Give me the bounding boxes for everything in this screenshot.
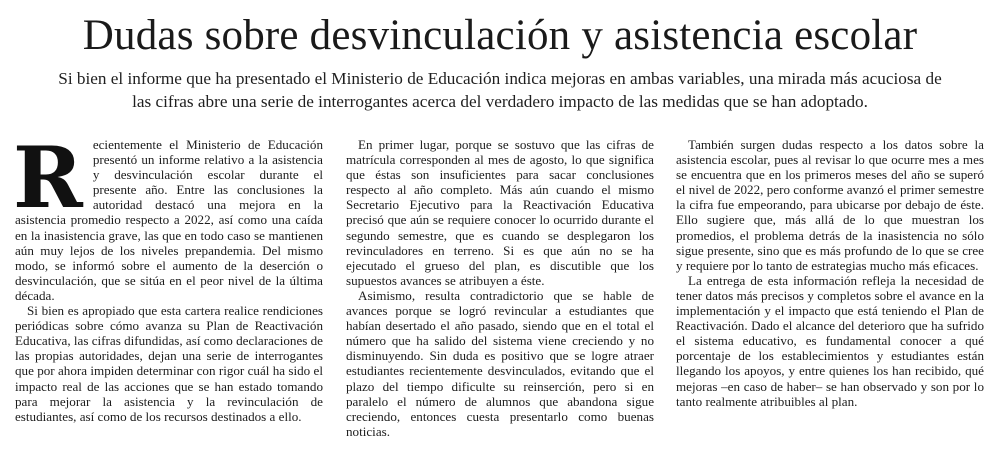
article-column-1: [13, 128, 323, 424]
paragraph-1: [13, 128, 323, 303]
paragraph-4: Asimismo, resulta contradictorio que se hable de avances porque se logró revincular a estudiantes que habían desertado el año pasado, siendo que en el total el número que ha salido del sistema viene creciendo y no disminuyendo. Sin duda es positivo que se logre atraer estudiantes recientemente desvinculados, evitando que el plazo del tiempo dificulte su reinserción, pero si en paralelo el número de alumnos que abandona sigue creciendo, entonces cuesta presentarlo como buenas noticias.: [346, 287, 654, 439]
drop-cap: R: [13, 128, 83, 227]
article-headline: Dudas sobre desvinculación y asistencia escolar: [82, 12, 918, 59]
article-deck: [0, 67, 1000, 113]
paragraph-6: La entrega de esta información refleja la necesidad de tener datos más precisos y completos sobre el avance en la implementación y el impacto que está teniendo el Plan de Reactivación. Dado el alcance del deterioro que ha sufrido el sistema educativo, es fundamental conocer a qué porcentaje de los establecimientos y estudiantes están llegando los apoyos, y entre quienes los han recibido, qué mejoras –en caso de haber– se han observado y son por lo tanto realmente atribuibles al plan.: [676, 272, 984, 409]
article-column-3: [676, 137, 984, 409]
article-column-2: [346, 137, 654, 439]
paragraph-5: También surgen dudas respecto a los datos sobre la asistencia escolar, pues al revisar lo que ocurre mes a mes se encuentra que en los primeros meses del año se superó el nivel de 2022, pero conforme avanzó el primer semestre la cifra fue empeorando, para ubicarse por debajo de éste. Ello sugiere que, más allá de lo que muestran los promedios, el problema detrás de la inasistencia no sólo sigue presente, sino que es más profundo de lo que se cree y requiere por lo tanto de estrategias mucho más eficaces.: [676, 137, 984, 273]
deck-line-2: las cifras abre una serie de interrogantes acerca del verdadero impacto de las medidas que se han adoptado.: [132, 92, 868, 111]
paragraph-2: Si bien es apropiado que esta cartera realice rendiciones periódicas sobre cómo avanza su Plan de Reactivación Educativa, las cifras difundidas, así como declaraciones de las propias autoridades, dejan una serie de interrogantes que por ahora impiden determinar con rigor cuál ha sido el impacto real de las acciones que se han estado tomando para mejorar la asistencia y la revinculación de estudiantes, así como de los recursos destinados a ello.: [15, 303, 323, 424]
deck-line-1: Si bien el informe que ha presentado el Ministerio de Educación indica mejoras en ambas variables, una mirada más acuciosa de: [58, 69, 942, 88]
paragraph-3: En primer lugar, porque se sostuvo que las cifras de matrícula corresponden al mes de agosto, lo que significa que éstas son insuficientes para sacar conclusiones respecto al año completo. Más aún cuando el mismo Secretario Ejecutivo para la Reactivación Educativa precisó que aún se requiere conocer lo ocurrido durante el segundo semestre, que es cuando se desplegaron los revinculadores en terreno. Si es que aún no se ha ejecutado el grueso del plan, es discutible que los supuestos avances se atribuyen a éste.: [346, 137, 654, 288]
paragraph-1-text: ecientemente el Ministerio de Educación presentó un informe relativo a la asistencia y desvinculación escolar durante el presente año. Entre las conclusiones la autoridad destacó una mejora en la asistencia promedio respecto a 2022, así como una caída en la inasistencia grave, las que en todo caso se mantienen aún muy lejos de los niveles prepandemia. Del mismo modo, se informó sobre el aumento de la deserción o desvinculación, que se sitúa en el peor nivel de la última década.: [15, 137, 323, 303]
